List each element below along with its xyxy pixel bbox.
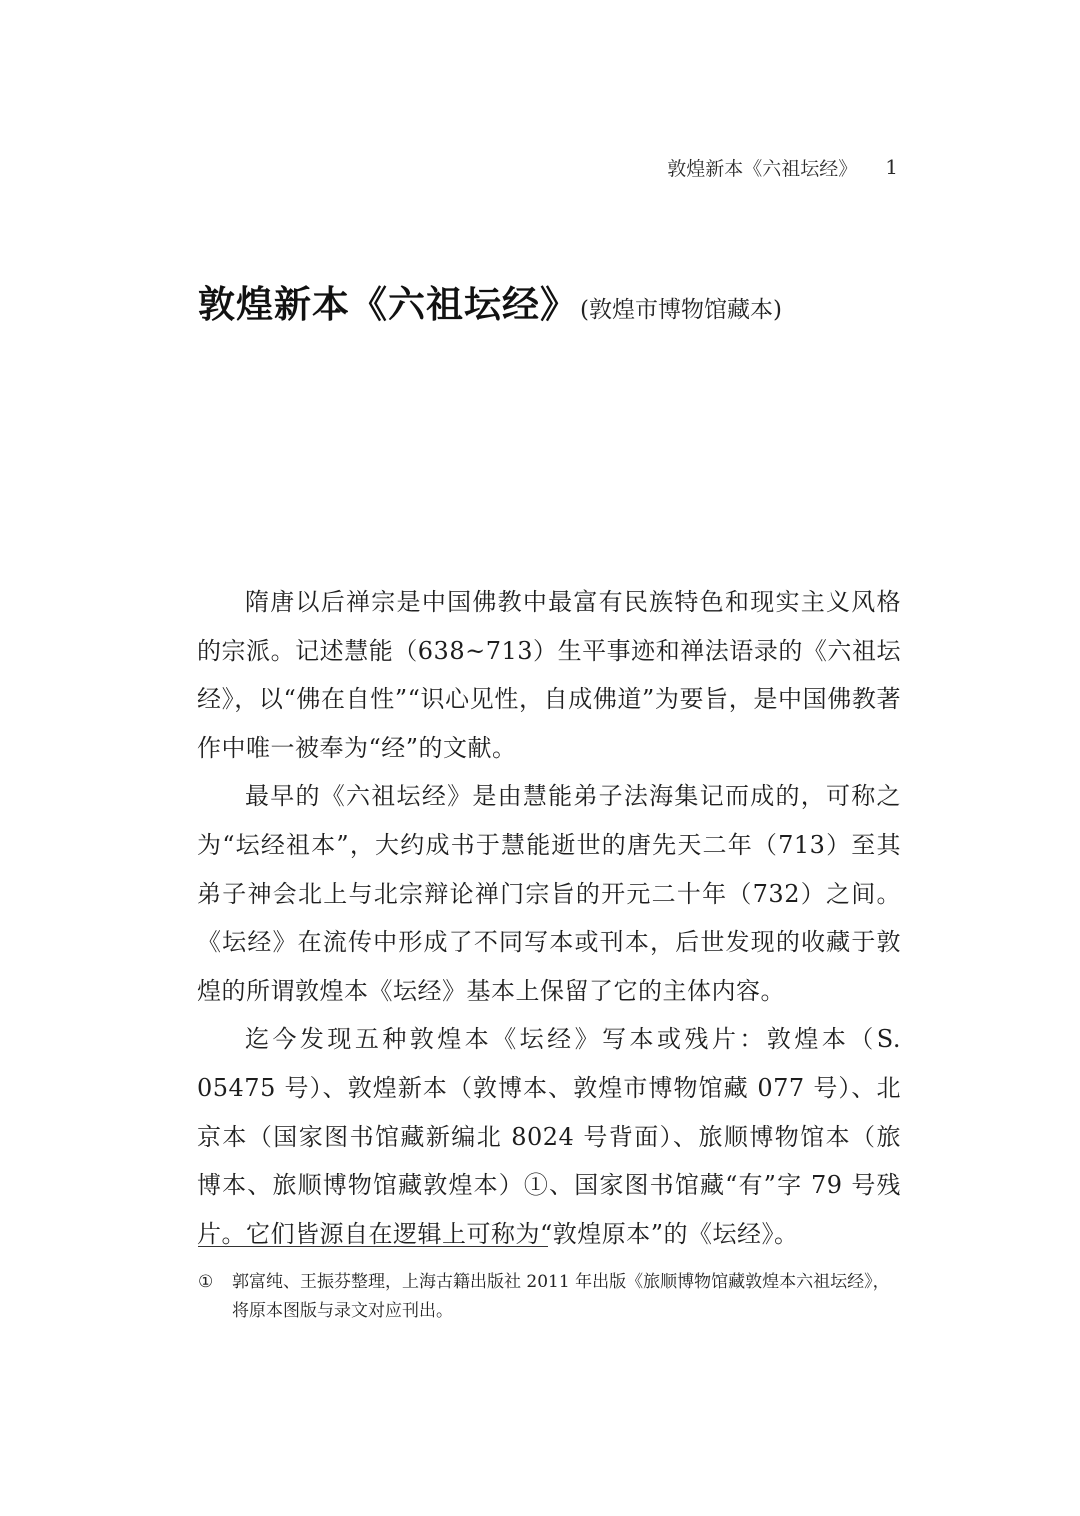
running-header xyxy=(667,152,898,182)
chapter-title xyxy=(198,274,918,328)
paragraph: 最早的《六祖坛经》是由慧能弟子法海集记而成的，可称之为“坛经祖本”，大约成书于慧能逝世的唐先天二年（713）至其弟子神会北上与北宗辩论禅门宗旨的开元二十年（732）之间。《坛经》在流传中形成了不同写本或刊本，后世发现的收藏于敦煌的所谓敦煌本《坛经》基本上保留了它的主体内容。 xyxy=(197,782,901,1005)
chapter-title-subtitle: (敦煌市博物馆藏本) xyxy=(580,297,782,323)
chapter-title-main: 敦煌新本《六祖坛经》 xyxy=(198,282,578,326)
footnote-separator xyxy=(198,1246,548,1247)
paragraph: 隋唐以后禅宗是中国佛教中最富有民族特色和现实主义风格的宗派。记述慧能（638~713）生平事迹和禅法语录的《六祖坛经》，以“佛在自性”“识心见性，自成佛道”为要旨，是中国佛教著作中唯一被奉为“经”的文献。 xyxy=(197,588,901,762)
footnote-marker: ① xyxy=(198,1272,214,1292)
footnote xyxy=(198,1268,900,1326)
footnotes xyxy=(198,1268,900,1326)
footnote-text: 郭富纯、王振芬整理，上海古籍出版社 2011 年出版《旅顺博物馆藏敦煌本六祖坛经》，将原本图版与录文对应刊出。 xyxy=(232,1272,890,1321)
paragraph: 迄今发现五种敦煌本《坛经》写本或残片：敦煌本（S. 05475 号）、敦煌新本（敦博本、敦煌市博物馆藏 077 号）、北京本（国家图书馆藏新编北 8024 号背面）、旅顺博物馆本（旅博本、旅顺博物馆藏敦煌本）①、国家图书馆藏“有”字 79 号残片。它们皆源自在逻辑上可称为“敦煌原本”的《坛经》。 xyxy=(197,1025,901,1248)
body-text xyxy=(197,578,901,1258)
page-number: 1 xyxy=(885,155,898,179)
running-title: 敦煌新本《六祖坛经》 xyxy=(667,157,858,180)
